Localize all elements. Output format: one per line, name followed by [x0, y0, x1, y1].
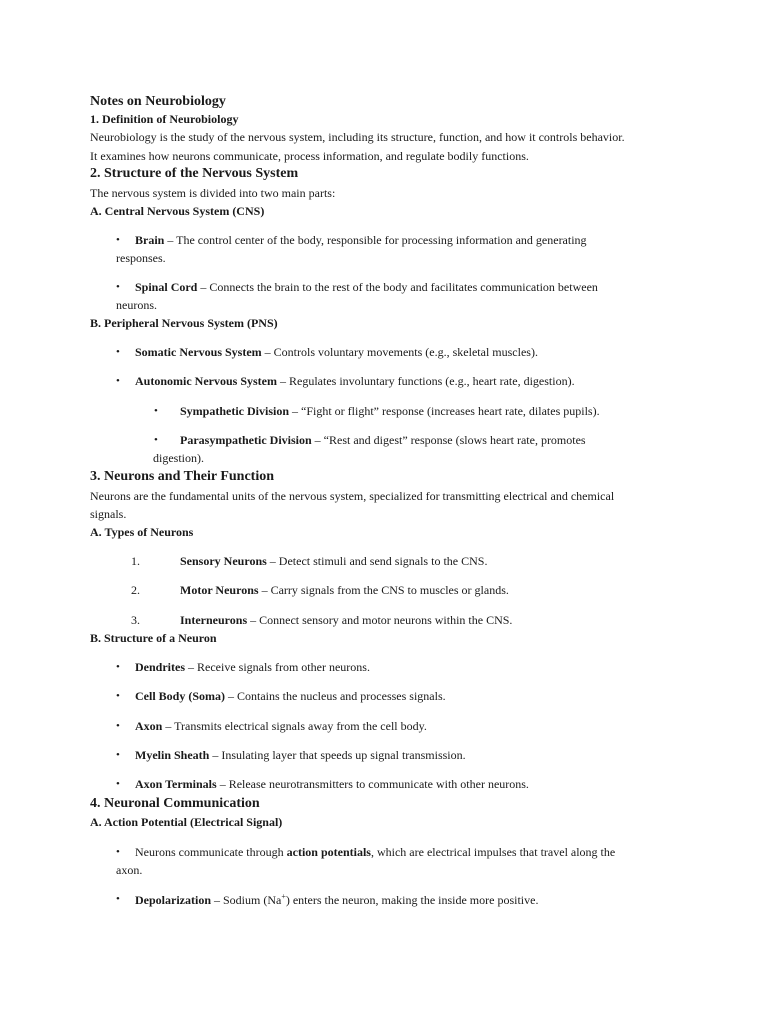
bullet-icon: • — [116, 690, 120, 702]
page-title: Notes on Neurobiology — [90, 94, 226, 109]
list-item-sympathetic — [180, 405, 600, 417]
section-3-paragraph-line-1: Neurons are the fundamental units of the nervous system, specialized for transmitting electrical and chemical — [90, 489, 615, 503]
term: Dendrites — [135, 660, 185, 674]
bullet-icon: • — [116, 346, 120, 358]
term: Axon Terminals — [135, 777, 217, 791]
section-1-paragraph-line-1: Neurobiology is the study of the nervous system, including its structure, function, and how it controls behavior. — [90, 130, 625, 144]
list-item-brain — [135, 234, 587, 246]
list-item-somatic — [135, 346, 538, 358]
list-item-autonomic — [135, 375, 575, 387]
types-heading: A. Types of Neurons — [90, 525, 194, 539]
description: – “Rest and digest” response (slows heart rate, promotes — [311, 433, 586, 447]
bullet-icon: • — [154, 434, 158, 446]
term: Depolarization — [135, 893, 211, 907]
description: – Controls voluntary movements (e.g., skeletal muscles). — [261, 345, 538, 359]
list-item-parasympathetic-continuation: digestion). — [153, 451, 204, 465]
term: Spinal Cord — [135, 280, 198, 294]
section-2-intro: The nervous system is divided into two main parts: — [90, 186, 336, 200]
section-2-heading: 2. Structure of the Nervous System — [90, 166, 299, 181]
bullet-icon: • — [116, 846, 120, 858]
section-3-heading: 3. Neurons and Their Function — [90, 469, 274, 484]
bullet-icon: • — [154, 405, 158, 417]
description: – Contains the nucleus and processes signals. — [225, 689, 446, 703]
list-item-interneurons — [180, 614, 512, 626]
bullet-icon: • — [116, 375, 120, 387]
list-item-brain-continuation: responses. — [116, 251, 166, 265]
structure-heading: B. Structure of a Neuron — [90, 631, 217, 645]
pns-heading: B. Peripheral Nervous System (PNS) — [90, 316, 278, 330]
superscript: + — [281, 892, 286, 901]
list-item-myelin — [135, 749, 466, 761]
term: Autonomic Nervous System — [135, 374, 277, 388]
action-potential-heading: A. Action Potential (Electrical Signal) — [90, 815, 283, 829]
description: – Release neurotransmitters to communicate with other neurons. — [216, 777, 529, 791]
term: Somatic Nervous System — [135, 345, 262, 359]
list-item-axon — [135, 720, 427, 732]
list-item-motor — [180, 584, 509, 596]
term: Interneurons — [180, 613, 248, 627]
cns-heading: A. Central Nervous System (CNS) — [90, 204, 265, 218]
list-item-depolarization — [135, 893, 538, 906]
description: – Receive signals from other neurons. — [185, 660, 370, 674]
bullet-icon: • — [116, 749, 120, 761]
bullet-icon: • — [116, 281, 120, 293]
term: Brain — [135, 233, 165, 247]
term: Myelin Sheath — [135, 748, 210, 762]
bullet-icon: • — [116, 778, 120, 790]
list-item-axon-terminals — [135, 778, 529, 790]
description-suffix: ) enters the neuron, making the inside more positive. — [285, 893, 539, 907]
list-number: 3. — [131, 613, 140, 627]
bullet-icon: • — [116, 234, 120, 246]
description: – Connects the brain to the rest of the body and facilitates communication between — [197, 280, 598, 294]
list-item-sensory — [180, 555, 487, 567]
list-item-dendrites — [135, 661, 370, 673]
description: – Carry signals from the CNS to muscles or glands. — [258, 583, 509, 597]
term: Sensory Neurons — [180, 554, 267, 568]
section-1-heading: 1. Definition of Neurobiology — [90, 112, 239, 126]
description: – “Fight or flight” response (increases heart rate, dilates pupils). — [289, 404, 600, 418]
list-item-cell-body — [135, 690, 446, 702]
list-item-action-potentials-continuation: axon. — [116, 863, 143, 877]
bullet-icon: • — [116, 893, 120, 905]
bullet-icon: • — [116, 661, 120, 673]
section-1-paragraph-line-2: It examines how neurons communicate, process information, and regulate bodily functions. — [90, 149, 529, 163]
term: Cell Body (Soma) — [135, 689, 225, 703]
term: Parasympathetic Division — [180, 433, 312, 447]
list-item-action-potentials — [135, 846, 615, 858]
term: Axon — [135, 719, 163, 733]
description: – The control center of the body, responsible for processing information and generating — [164, 233, 587, 247]
list-item-spinal-cord — [135, 281, 598, 293]
term: Motor Neurons — [180, 583, 259, 597]
section-4-heading: 4. Neuronal Communication — [90, 796, 260, 811]
term: Sympathetic Division — [180, 404, 290, 418]
list-item-spinal-cord-continuation: neurons. — [116, 298, 157, 312]
description: – Regulates involuntary functions (e.g., heart rate, digestion). — [277, 374, 575, 388]
description: – Sodium (Na — [211, 893, 282, 907]
description: – Insulating layer that speeds up signal transmission. — [209, 748, 466, 762]
list-number: 1. — [131, 554, 140, 568]
term: action potentials — [286, 845, 371, 859]
description: – Connect sensory and motor neurons within the CNS. — [247, 613, 513, 627]
list-item-parasympathetic — [180, 434, 586, 446]
description: – Detect stimuli and send signals to the CNS. — [266, 554, 488, 568]
description-prefix: Neurons communicate through — [135, 845, 287, 859]
section-3-paragraph-line-2: signals. — [90, 507, 127, 521]
list-number: 2. — [131, 583, 140, 597]
bullet-icon: • — [116, 720, 120, 732]
description: – Transmits electrical signals away from the cell body. — [162, 719, 427, 733]
description-suffix: , which are electrical impulses that travel along the — [370, 845, 616, 859]
